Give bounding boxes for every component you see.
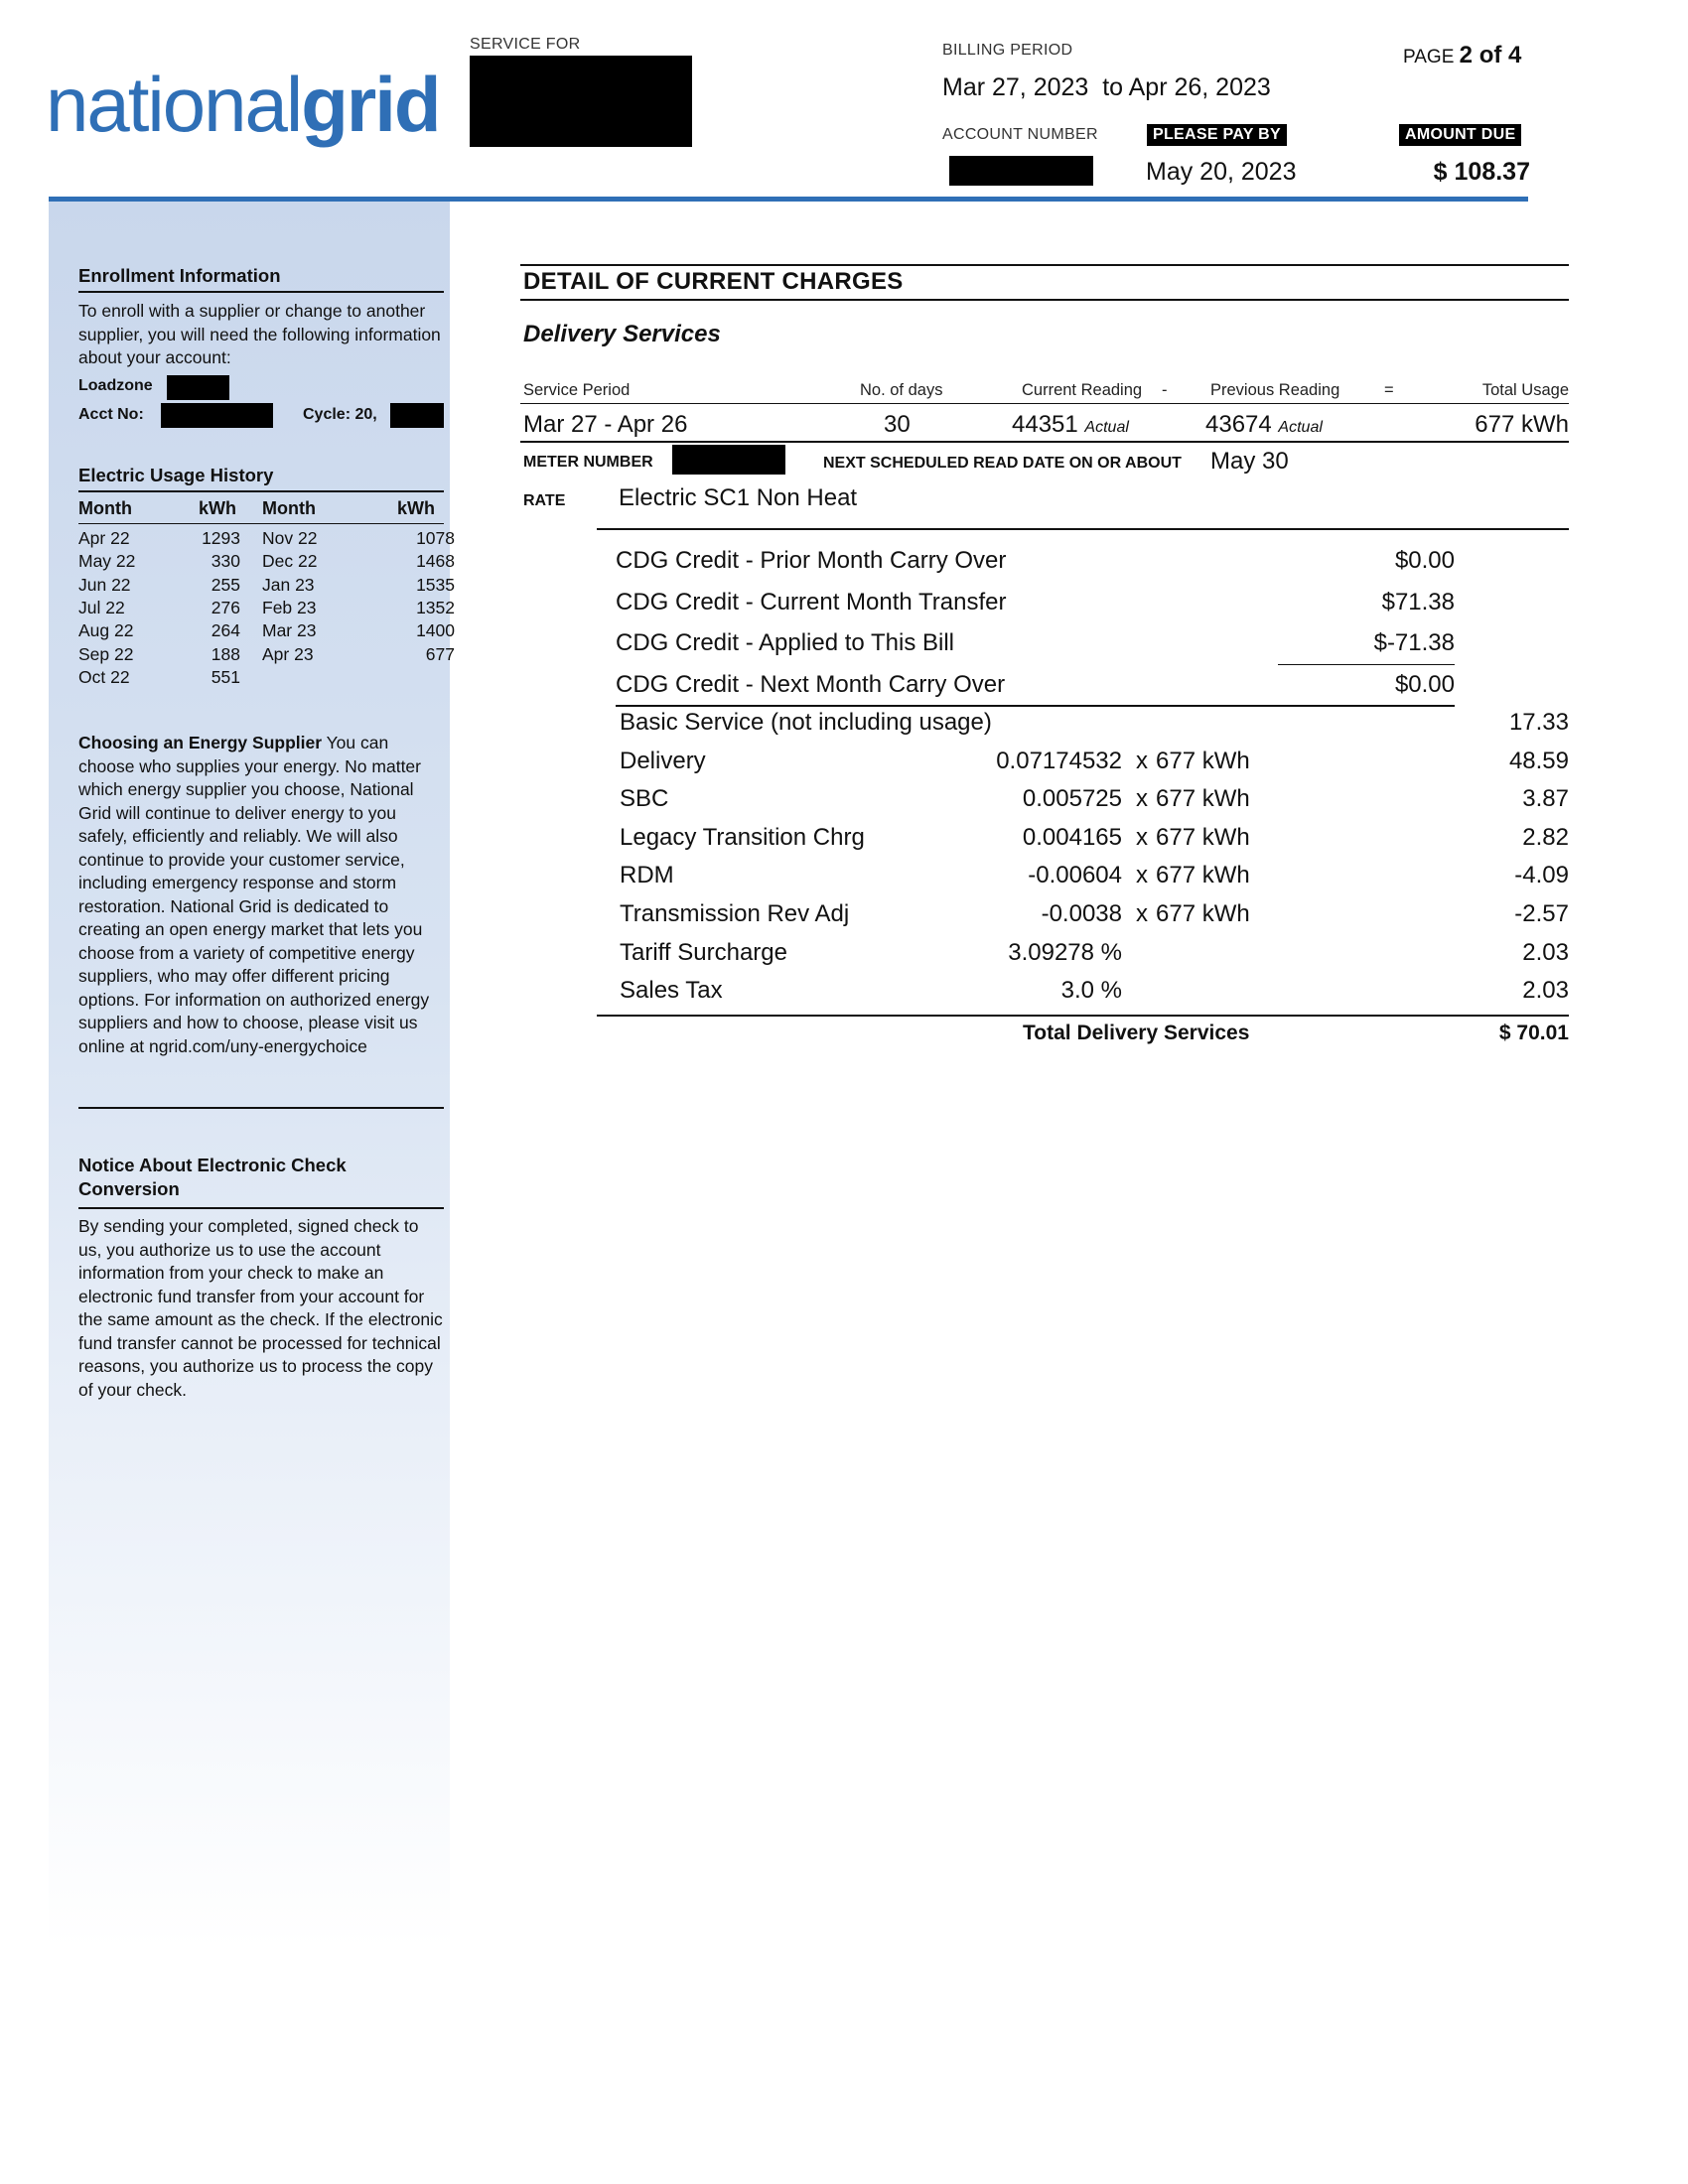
usage-month: Oct 22 <box>78 666 130 687</box>
charge-multiply: x <box>1136 862 1148 889</box>
charge-rate: 3.0 % <box>1060 977 1122 1005</box>
charge-multiply: x <box>1136 823 1148 851</box>
cdg-credit-row <box>616 629 1460 669</box>
next-read-value: May 30 <box>1210 448 1289 475</box>
acct-no-label: Acct No: <box>78 406 144 423</box>
loadzone-label: Loadzone <box>78 377 153 394</box>
national-grid-logo: nationalgrid <box>46 61 440 148</box>
amount-due-label: AMOUNT DUE <box>1399 124 1521 146</box>
cdg-credit-label: CDG Credit - Current Month Transfer <box>616 589 1007 615</box>
rate-value: Electric SC1 Non Heat <box>619 484 858 511</box>
amount-due-value: $ 108.37 <box>1433 158 1530 186</box>
usage-month: Jul 22 <box>78 597 125 617</box>
charge-row <box>616 824 1569 862</box>
service-for-redacted <box>470 56 692 147</box>
usage-month: Jun 22 <box>78 574 131 595</box>
charge-multiply: x <box>1136 785 1148 813</box>
reading-row-rule <box>520 441 1569 443</box>
usage-kwh: 677 <box>425 643 455 664</box>
reading-service-period: Mar 27 - Apr 26 <box>523 411 688 438</box>
reading-days: 30 <box>884 411 911 438</box>
charge-label: Transmission Rev Adj <box>620 900 850 927</box>
charge-quantity: 677 kWh <box>1156 900 1250 927</box>
detail-top-rule <box>520 264 1569 266</box>
usage-kwh: 1352 <box>416 597 455 617</box>
charge-amount: 3.87 <box>1522 785 1569 813</box>
usage-kwh: 255 <box>211 574 240 595</box>
usage-header-rule <box>78 523 444 524</box>
usage-col-kwh-left: kWh <box>199 498 236 518</box>
charge-quantity: 677 kWh <box>1156 747 1250 774</box>
usage-history-title: Electric Usage History <box>78 465 274 485</box>
charge-multiply: x <box>1136 747 1148 774</box>
usage-month: Aug 22 <box>78 620 134 641</box>
usage-month: May 22 <box>78 551 136 572</box>
charge-amount: 2.82 <box>1522 823 1569 851</box>
loadzone-redacted <box>167 375 229 400</box>
please-pay-by-value: May 20, 2023 <box>1146 158 1297 186</box>
cdg-subtotal-rule <box>1278 664 1455 665</box>
billing-period-label: BILLING PERIOD <box>942 42 1073 59</box>
echeck-text: By sending your completed, signed check to us, you authorize us to use the account information from your check to make an electronic fund transfer from your account for the same amount as the check. If the electronic fund transfer cannot be processed for technical reasons, you authorize us to process the copy of your check. <box>78 1216 443 1400</box>
usage-month: Dec 22 <box>262 551 318 572</box>
rate-label: RATE <box>523 492 566 509</box>
cdg-credit-amount: $0.00 <box>1394 547 1455 574</box>
usage-col-month-left: Month <box>78 498 132 518</box>
reading-previous: 43674 Actual <box>1205 411 1323 438</box>
charge-rate: 0.005725 <box>1022 785 1122 813</box>
charge-label: Delivery <box>620 747 706 774</box>
reading-current: 44351 Actual <box>1012 411 1129 438</box>
charge-row <box>616 748 1569 785</box>
service-for-label: SERVICE FOR <box>470 36 581 53</box>
usage-history-rule <box>78 490 444 492</box>
total-delivery-value: $ 70.01 <box>1498 1022 1569 1044</box>
charge-row <box>616 785 1569 823</box>
usage-kwh: 330 <box>211 551 240 572</box>
usage-month: Apr 22 <box>78 528 130 548</box>
charge-label: Basic Service (not including usage) <box>620 709 992 736</box>
usage-kwh: 264 <box>211 620 240 641</box>
cdg-credit-amount: $0.00 <box>1394 671 1455 698</box>
usage-kwh: 1400 <box>416 620 455 641</box>
usage-kwh: 188 <box>211 643 240 664</box>
usage-kwh: 1078 <box>416 528 455 548</box>
col-total-usage: Total Usage <box>1481 381 1569 399</box>
cdg-credit-amount: $71.38 <box>1381 589 1455 615</box>
usage-kwh: 1293 <box>202 528 240 548</box>
usage-month: Jan 23 <box>262 574 315 595</box>
detail-title: DETAIL OF CURRENT CHARGES <box>523 268 904 295</box>
col-previous-reading: Previous Reading <box>1210 381 1340 399</box>
charge-amount: 17.33 <box>1508 709 1569 736</box>
page-indicator: PAGE 2 of 4 <box>1403 42 1522 68</box>
rate-rule <box>597 528 1569 530</box>
usage-kwh: 1468 <box>416 551 455 572</box>
charge-quantity: 677 kWh <box>1156 785 1250 813</box>
charge-amount: 2.03 <box>1522 938 1569 966</box>
usage-col-kwh-right: kWh <box>397 498 435 518</box>
charge-row <box>616 977 1569 1015</box>
charge-row <box>616 709 1569 747</box>
charge-row <box>616 900 1569 938</box>
usage-month: Nov 22 <box>262 528 318 548</box>
usage-month: Apr 23 <box>262 643 314 664</box>
supplier-title: Choosing an Energy Supplier <box>78 733 323 752</box>
supplier-rule <box>78 1107 444 1109</box>
charge-label: Sales Tax <box>620 977 723 1005</box>
total-rule <box>597 1015 1569 1017</box>
charge-label: SBC <box>620 785 669 813</box>
charge-amount: 2.03 <box>1522 977 1569 1005</box>
meter-number-redacted <box>672 445 785 475</box>
charge-rate: 0.004165 <box>1022 823 1122 851</box>
usage-month: Sep 22 <box>78 643 134 664</box>
charge-label: Tariff Surcharge <box>620 938 787 966</box>
col-service-period: Service Period <box>523 381 631 399</box>
charge-rate: -0.0038 <box>1041 900 1122 927</box>
col-current-reading: Current Reading <box>1022 381 1143 399</box>
cdg-credit-row <box>616 589 1460 628</box>
usage-kwh: 276 <box>211 597 240 617</box>
col-equals: = <box>1384 381 1394 399</box>
charge-rate: 3.09278 % <box>1008 938 1122 966</box>
charge-row <box>616 939 1569 977</box>
sidebar-panel <box>49 202 450 1949</box>
meter-number-label: METER NUMBER <box>523 454 653 471</box>
charge-label: RDM <box>620 862 674 889</box>
charge-rate: 0.07174532 <box>996 747 1122 774</box>
cycle-label: Cycle: 20, <box>303 406 377 423</box>
echeck-rule <box>78 1207 444 1209</box>
charge-amount: -4.09 <box>1514 862 1569 889</box>
charge-row <box>616 862 1569 899</box>
charge-quantity: 677 kWh <box>1156 862 1250 889</box>
cdg-bottom-rule <box>616 705 1455 707</box>
charge-amount: -2.57 <box>1514 900 1569 927</box>
charge-rate: -0.00604 <box>1028 862 1122 889</box>
please-pay-by-label: PLEASE PAY BY <box>1147 124 1287 146</box>
reading-header-rule <box>520 403 1569 404</box>
cycle-redacted <box>390 403 444 428</box>
cdg-credit-label: CDG Credit - Prior Month Carry Over <box>616 547 1007 574</box>
detail-title-rule <box>520 299 1569 301</box>
section-title: Delivery Services <box>523 321 721 347</box>
cdg-credit-label: CDG Credit - Applied to This Bill <box>616 629 955 656</box>
usage-month: Mar 23 <box>262 620 317 641</box>
col-days: No. of days <box>860 381 943 399</box>
echeck-title: Notice About Electronic Check Conversion <box>78 1155 347 1199</box>
total-delivery-label: Total Delivery Services <box>1023 1022 1250 1044</box>
acct-no-redacted <box>161 403 273 428</box>
next-read-label: NEXT SCHEDULED READ DATE ON OR ABOUT <box>823 455 1182 472</box>
cdg-credit-label: CDG Credit - Next Month Carry Over <box>616 671 1006 698</box>
enrollment-rule <box>78 291 444 293</box>
col-minus: - <box>1162 381 1168 399</box>
usage-col-month-right: Month <box>262 498 316 518</box>
charge-quantity: 677 kWh <box>1156 823 1250 851</box>
supplier-block <box>78 732 444 1058</box>
charge-multiply: x <box>1136 900 1148 927</box>
account-number-redacted <box>949 156 1093 186</box>
reading-total-usage: 677 kWh <box>1475 411 1569 438</box>
usage-kwh: 551 <box>211 666 240 687</box>
cdg-credit-amount: $-71.38 <box>1373 629 1455 656</box>
usage-kwh: 1535 <box>416 574 455 595</box>
enrollment-title: Enrollment Information <box>78 265 281 286</box>
usage-month: Feb 23 <box>262 597 317 617</box>
charge-amount: 48.59 <box>1508 747 1569 774</box>
cdg-credit-row <box>616 547 1460 587</box>
billing-period-value: Mar 27, 2023 to Apr 26, 2023 <box>942 73 1271 101</box>
supplier-text: You can choose who supplies your energy. No matter which energy supplier you choose, National Grid will continue to deliver energy to you safely, efficiently and reliably. We will also continue to provide your customer service, including emergency response and storm restoration. National Grid is dedicated to creating an open energy market that lets you choose from a variety of competitive energy suppliers, who may offer different pricing options. For information on authorized energy suppliers and how to choose, please visit us online at ngrid.com/uny-energychoice <box>78 733 430 1056</box>
enrollment-text: To enroll with a supplier or change to another supplier, you will need the following information about your account: <box>78 301 441 367</box>
account-number-label: ACCOUNT NUMBER <box>942 126 1098 143</box>
charge-label: Legacy Transition Chrg <box>620 823 865 851</box>
